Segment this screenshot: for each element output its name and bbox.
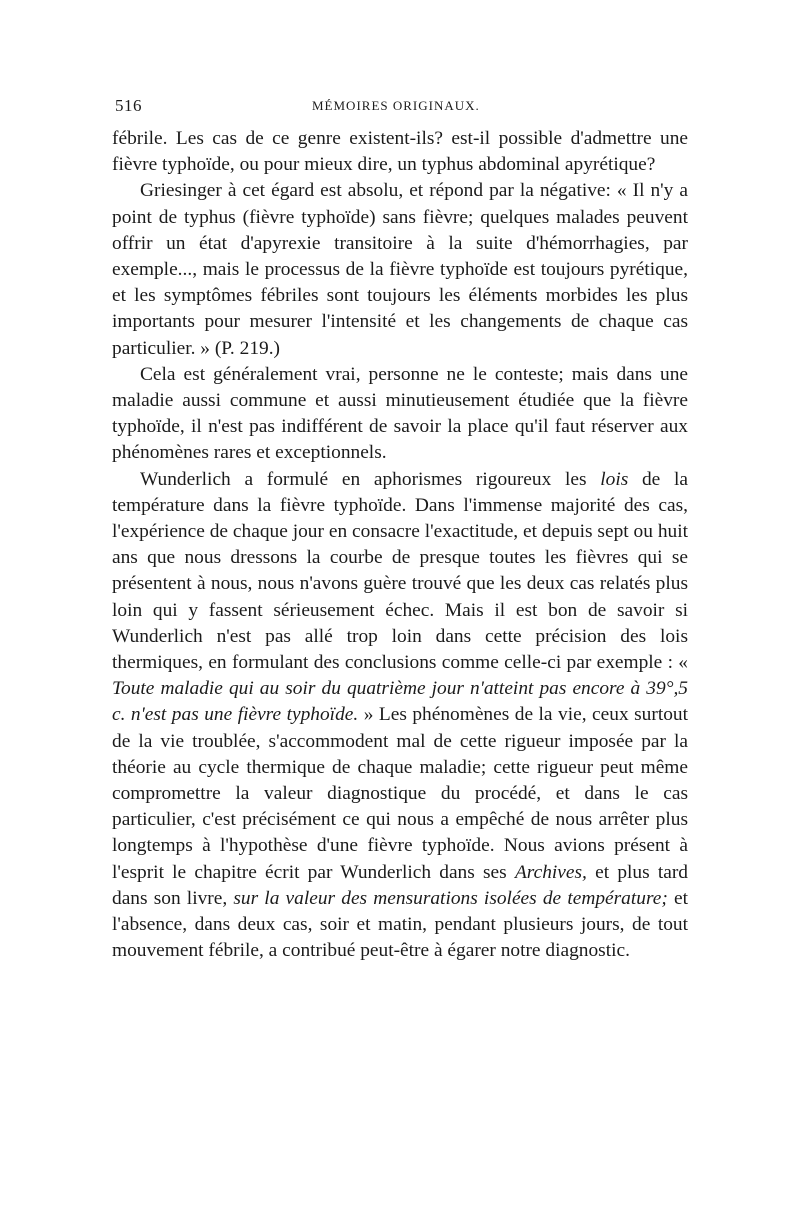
paragraph — [112, 362, 688, 467]
text-run: et plus tard dans son livre, — [112, 861, 689, 909]
book-page — [112, 96, 688, 965]
running-title: MÉMOIRES ORIGINAUX. — [312, 98, 480, 113]
italic-text: Archives, — [514, 861, 587, 883]
italic-text: lois — [600, 468, 629, 490]
text-run: Cela est généralement vrai, personne ne le conteste; mais dans une maladie aussi commune et aussi minutieusement étudiée que la fièvre typhoïde, il n'est pas indifférent de savoir la place qu'il faut réserver aux phénomènes rares et exceptionnels. — [112, 363, 688, 464]
text-run: Griesinger à cet égard est absolu, et répond par la négative: « Il n'y a point de typhus (fièvre typhoïde) sans fièvre; quelques malades peuvent offrir un état d'apyrexie transitoire à la suite d'hémorrhagies, par exemple..., mais le processus de la fièvre typhoïde est toujours pyrétique, et les symptômes fébriles sont toujours les éléments morbides les plus importants pour mesurer l'intensité et les changements de chaque cas particulier. » (P. 219.) — [112, 180, 688, 359]
page-number: 516 — [115, 96, 142, 115]
text-run: » Les phénomènes de la vie, ceux surtout de la vie troublée, s'accommodent mal de cette rigueur imposée par la théorie au cycle thermique de chaque maladie; cette rigueur peut même compromettre la valeur diagnostique du procédé, et dans le cas particulier, c'est précisément ce qui nous a empêché de nous arrêter plus longtemps à l'hypothèse d'une fièvre typhoïde. Nous avions présent à l'esprit le chapitre écrit par Wunderlich dans ses — [112, 704, 688, 883]
text-run: Wunderlich a formulé en aphorismes rigoureux les — [140, 468, 601, 490]
italic-text: Toute maladie qui au soir du quatrième jour n'atteint pas encore à 39°,5 c. n'est pas une fièvre typhoïde. — [112, 678, 688, 726]
text-run: et l'absence, dans deux cas, soir et matin, pendant plusieurs jours, de tout mouvement fébrile, a contribué peut-être à égarer notre diagnostic. — [112, 887, 689, 962]
text-run: fébrile. Les cas de ce genre existent-ils? est-il possible d'admettre une fièvre typhoïde, ou pour mieux dire, un typhus abdominal apyrétique? — [112, 128, 688, 176]
paragraph — [112, 126, 688, 178]
paragraph — [112, 467, 688, 965]
text-run: de la température dans la fièvre typhoïde. Dans l'immense majorité des cas, l'expérience de chaque jour en consacre l'exactitude, et depuis sept ou huit ans que nous dressons la courbe de presque toutes les fièvres qui se présentent à nous, nous n'avons guère trouvé que les deux cas relatés plus loin qui y fassent sérieusement échec. Mais il est bon de savoir si Wunderlich n'est pas allé trop loin dans cette précision des lois thermiques, en formulant des conclusions comme celle-ci par exemple : « — [112, 468, 688, 674]
paragraph — [112, 178, 688, 361]
running-header — [112, 96, 688, 120]
body-text — [112, 126, 688, 965]
italic-text: sur la valeur des mensurations isolées de température; — [233, 887, 668, 909]
